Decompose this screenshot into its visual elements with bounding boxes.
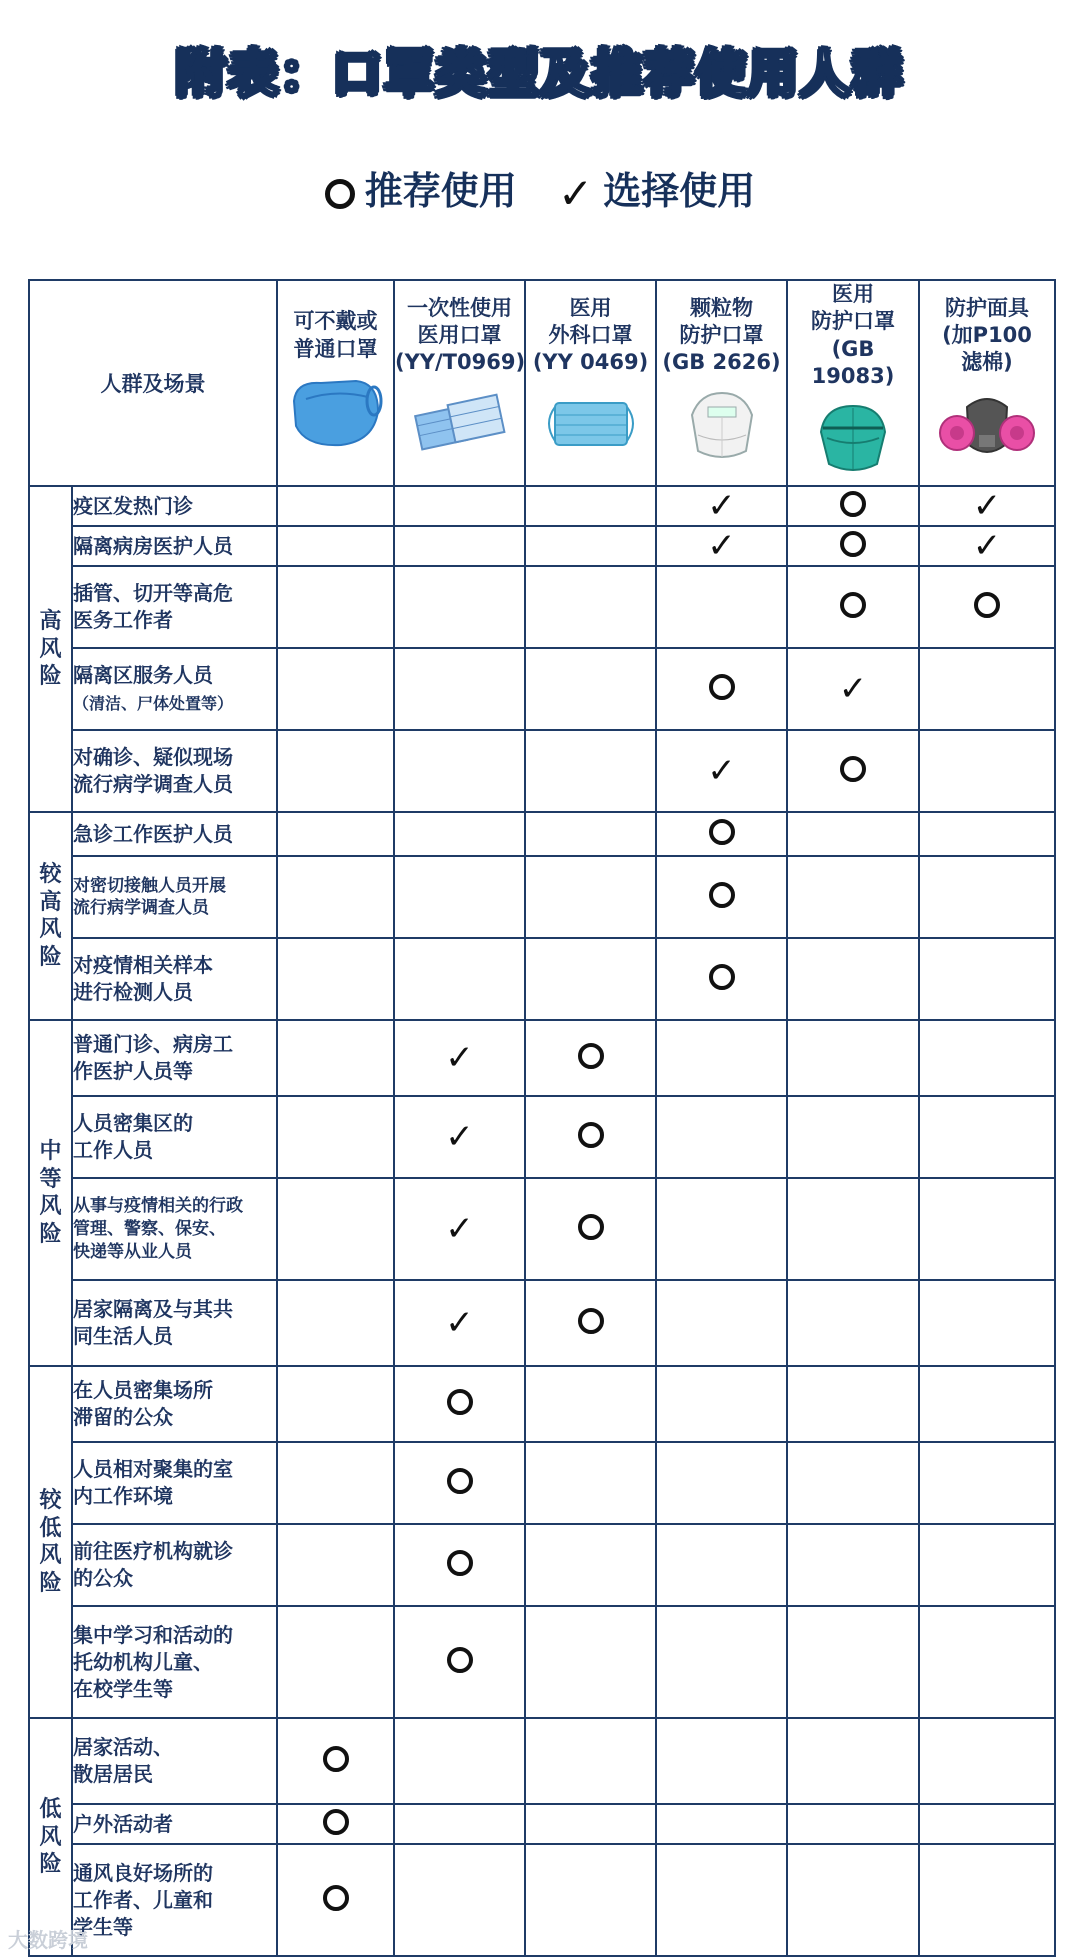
scene-label: 对密切接触人员开展 流行病学调查人员 bbox=[73, 875, 226, 919]
risk-level-text: 低风险 bbox=[39, 1797, 62, 1878]
risk-level-label bbox=[29, 1020, 72, 1366]
mark-cell-col-4 bbox=[656, 1606, 787, 1718]
table-row bbox=[29, 1280, 1055, 1366]
table-row bbox=[29, 1020, 1055, 1096]
mask-table bbox=[28, 279, 1056, 1957]
mark-cell-col-1 bbox=[277, 938, 394, 1020]
mark-cell-col-5 bbox=[787, 1524, 919, 1606]
disposable-mask-icon bbox=[395, 385, 524, 472]
mark-cell-col-6 bbox=[919, 812, 1055, 856]
mark-cell-col-5 bbox=[787, 1606, 919, 1718]
table-row bbox=[29, 938, 1055, 1020]
mark-cell-col-5 bbox=[787, 1280, 919, 1366]
mark-cell-col-3 bbox=[525, 1718, 656, 1804]
watermark: 大数跨境 bbox=[8, 1928, 88, 1952]
column-header-4 bbox=[656, 280, 787, 486]
risk-level-label bbox=[29, 1718, 72, 1956]
mark-cell-col-4 bbox=[656, 1524, 787, 1606]
recommended-circle-icon bbox=[447, 1468, 473, 1494]
scene-cell bbox=[72, 566, 277, 648]
optional-check-icon: ✓ bbox=[707, 486, 736, 527]
mark-cell-col-6 bbox=[919, 1366, 1055, 1442]
mark-cell-col-5 bbox=[787, 1844, 919, 1956]
scene-cell bbox=[72, 526, 277, 566]
legend bbox=[0, 160, 1080, 218]
mark-cell-col-4 bbox=[656, 730, 787, 812]
mark-cell-col-3 bbox=[525, 526, 656, 566]
scene-label: 居家活动、 散居居民 bbox=[73, 1735, 173, 1787]
recommended-circle-icon bbox=[709, 819, 735, 845]
gas-mask-icon bbox=[920, 385, 1054, 472]
scene-label: 前往医疗机构就诊 的公众 bbox=[73, 1539, 233, 1591]
mark-cell-col-2 bbox=[394, 1366, 525, 1442]
mark-cell-col-2 bbox=[394, 648, 525, 730]
column-header-5 bbox=[787, 280, 919, 486]
scene-label: 人员相对聚集的室 内工作环境 bbox=[73, 1457, 233, 1509]
mark-cell-col-4 bbox=[656, 1442, 787, 1524]
mark-cell-col-1 bbox=[277, 1804, 394, 1844]
mark-cell-col-2 bbox=[394, 1844, 525, 1956]
mark-cell-col-1 bbox=[277, 1280, 394, 1366]
mark-cell-col-6 bbox=[919, 1178, 1055, 1280]
risk-level-text: 高风险 bbox=[39, 609, 62, 690]
risk-level-text: 中等风险 bbox=[39, 1139, 62, 1247]
recommended-circle-icon bbox=[323, 1885, 349, 1911]
scene-cell bbox=[72, 1718, 277, 1804]
mark-cell-col-2 bbox=[394, 1096, 525, 1178]
recommended-circle-icon bbox=[578, 1122, 604, 1148]
mark-cell-col-2 bbox=[394, 526, 525, 566]
mark-cell-col-4 bbox=[656, 1804, 787, 1844]
mark-cell-col-4 bbox=[656, 1366, 787, 1442]
mark-cell-col-1 bbox=[277, 856, 394, 938]
scene-label: 普通门诊、病房工 作医护人员等 bbox=[73, 1032, 233, 1084]
risk-level-text: 较低风险 bbox=[39, 1488, 62, 1596]
mark-cell-col-3 bbox=[525, 812, 656, 856]
mark-cell-col-5 bbox=[787, 1020, 919, 1096]
scene-label: 在人员密集场所 滞留的公众 bbox=[73, 1378, 213, 1430]
mark-cell-col-1 bbox=[277, 1606, 394, 1718]
particulate-respirator-icon bbox=[657, 385, 786, 472]
scene-label: 人员密集区的 工作人员 bbox=[73, 1111, 193, 1163]
table-row bbox=[29, 1606, 1055, 1718]
scene-cell bbox=[72, 938, 277, 1020]
mark-cell-col-2 bbox=[394, 1606, 525, 1718]
scene-label: 集中学习和活动的 托幼机构儿童、 在校学生等 bbox=[73, 1622, 233, 1701]
scene-label: 对确诊、疑似现场 流行病学调查人员 bbox=[73, 745, 233, 797]
corner-header: 人群及场景 bbox=[29, 280, 277, 486]
mark-cell-col-6 bbox=[919, 1280, 1055, 1366]
header-row bbox=[29, 280, 1055, 486]
mark-cell-col-6 bbox=[919, 486, 1055, 526]
mark-cell-col-1 bbox=[277, 526, 394, 566]
scene-label: 居家隔离及与其共 同生活人员 bbox=[73, 1297, 233, 1349]
scene-label: 插管、切开等高危 医务工作者 bbox=[73, 581, 233, 633]
optional-check-icon: ✓ bbox=[707, 526, 736, 567]
mark-cell-col-4 bbox=[656, 856, 787, 938]
mark-cell-col-6 bbox=[919, 526, 1055, 566]
mark-cell-col-5 bbox=[787, 730, 919, 812]
column-header-label: 可不戴或 普通口罩 bbox=[293, 309, 378, 361]
mark-cell-col-3 bbox=[525, 486, 656, 526]
scene-cell bbox=[72, 1280, 277, 1366]
mark-cell-col-1 bbox=[277, 1844, 394, 1956]
mark-cell-col-5 bbox=[787, 526, 919, 566]
mark-cell-col-6 bbox=[919, 1442, 1055, 1524]
recommended-circle-icon bbox=[840, 592, 866, 618]
mark-cell-col-2 bbox=[394, 812, 525, 856]
table-row bbox=[29, 1178, 1055, 1280]
mark-cell-col-4 bbox=[656, 1020, 787, 1096]
scene-cell bbox=[72, 1366, 277, 1442]
column-header-label: 医用 防护口罩 (GB 19083) bbox=[811, 282, 895, 388]
column-header-label: 防护面具 (加P100 滤棉) bbox=[942, 295, 1032, 375]
mark-cell-col-6 bbox=[919, 1020, 1055, 1096]
mark-cell-col-4 bbox=[656, 1280, 787, 1366]
mark-cell-col-2 bbox=[394, 1804, 525, 1844]
scene-label: 隔离病房医护人员 bbox=[73, 533, 233, 558]
mark-cell-col-4 bbox=[656, 1178, 787, 1280]
scene-cell bbox=[72, 1178, 277, 1280]
mark-cell-col-4 bbox=[656, 566, 787, 648]
optional-check-icon: ✓ bbox=[445, 1117, 474, 1158]
mark-cell-col-2 bbox=[394, 1524, 525, 1606]
mark-cell-col-1 bbox=[277, 1020, 394, 1096]
mark-cell-col-5 bbox=[787, 486, 919, 526]
mark-cell-col-2 bbox=[394, 1020, 525, 1096]
mark-cell-col-5 bbox=[787, 812, 919, 856]
optional-check-icon: ✓ bbox=[707, 751, 736, 792]
recommended-circle-icon bbox=[323, 1746, 349, 1772]
scene-sublabel: （清洁、尸体处置等） bbox=[73, 694, 234, 714]
circle-icon bbox=[325, 179, 355, 209]
table-row bbox=[29, 1096, 1055, 1178]
scene-label: 对疫情相关样本 进行检测人员 bbox=[73, 953, 213, 1005]
scene-label: 从事与疫情相关的行政 管理、警察、保安、 快递等从业人员 bbox=[73, 1196, 243, 1262]
scene-label: 急诊工作医护人员 bbox=[73, 821, 233, 846]
optional-check-icon: ✓ bbox=[972, 526, 1002, 567]
mark-cell-col-3 bbox=[525, 566, 656, 648]
mark-cell-col-5 bbox=[787, 1718, 919, 1804]
mark-cell-col-6 bbox=[919, 730, 1055, 812]
mark-cell-col-4 bbox=[656, 1096, 787, 1178]
n95-medical-mask-icon bbox=[788, 398, 918, 485]
table-row bbox=[29, 526, 1055, 566]
legend-check-label: 选择使用 bbox=[603, 169, 756, 213]
legend-circle-label: 推荐使用 bbox=[364, 169, 517, 213]
mark-cell-col-3 bbox=[525, 1366, 656, 1442]
mark-cell-col-2 bbox=[394, 938, 525, 1020]
mark-cell-col-3 bbox=[525, 856, 656, 938]
page-title: 附表：口罩类型及推荐使用人群 bbox=[176, 45, 904, 103]
scene-label: 户外活动者 bbox=[73, 1811, 173, 1836]
title-wrap bbox=[0, 28, 1080, 112]
mark-cell-col-6 bbox=[919, 938, 1055, 1020]
recommended-circle-icon bbox=[578, 1214, 604, 1240]
table-row bbox=[29, 856, 1055, 938]
mark-cell-col-5 bbox=[787, 1442, 919, 1524]
scene-cell bbox=[72, 1606, 277, 1718]
mark-cell-col-1 bbox=[277, 1366, 394, 1442]
table-row bbox=[29, 1524, 1055, 1606]
mark-cell-col-3 bbox=[525, 938, 656, 1020]
column-header-3 bbox=[525, 280, 656, 486]
table-row bbox=[29, 730, 1055, 812]
mark-cell-col-5 bbox=[787, 1096, 919, 1178]
scene-label: 疫区发热门诊 bbox=[73, 493, 193, 518]
table-row bbox=[29, 812, 1055, 856]
recommended-circle-icon bbox=[447, 1647, 473, 1673]
mark-cell-col-3 bbox=[525, 1442, 656, 1524]
mark-cell-col-3 bbox=[525, 730, 656, 812]
mark-cell-col-2 bbox=[394, 856, 525, 938]
column-header-1 bbox=[277, 280, 394, 486]
mark-cell-col-6 bbox=[919, 1718, 1055, 1804]
column-header-label: 一次性使用 医用口罩 (YY/T0969) bbox=[395, 295, 526, 375]
column-header-label: 医用 外科口罩 (YY 0469) bbox=[532, 295, 649, 375]
mark-cell-col-3 bbox=[525, 1524, 656, 1606]
mark-cell-col-3 bbox=[525, 1280, 656, 1366]
mark-cell-col-1 bbox=[277, 1178, 394, 1280]
table-row bbox=[29, 1442, 1055, 1524]
mark-cell-col-3 bbox=[525, 1606, 656, 1718]
mark-cell-col-4 bbox=[656, 812, 787, 856]
scene-cell bbox=[72, 1096, 277, 1178]
scene-label: 隔离区服务人员 bbox=[73, 663, 213, 688]
mark-cell-col-1 bbox=[277, 1442, 394, 1524]
optional-check-icon: ✓ bbox=[838, 669, 868, 710]
scene-cell bbox=[72, 648, 277, 730]
scene-cell bbox=[72, 486, 277, 526]
mark-cell-col-1 bbox=[277, 1718, 394, 1804]
column-header-6 bbox=[919, 280, 1055, 486]
mark-cell-col-1 bbox=[277, 812, 394, 856]
recommended-circle-icon bbox=[709, 882, 735, 908]
mark-cell-col-3 bbox=[525, 1844, 656, 1956]
mark-cell-col-1 bbox=[277, 566, 394, 648]
risk-level-label bbox=[29, 1366, 72, 1718]
mark-cell-col-2 bbox=[394, 1178, 525, 1280]
mark-cell-col-6 bbox=[919, 1096, 1055, 1178]
scene-cell bbox=[72, 1804, 277, 1844]
plain-mask-icon bbox=[278, 371, 393, 458]
mark-cell-col-4 bbox=[656, 938, 787, 1020]
scene-cell bbox=[72, 856, 277, 938]
mark-cell-col-4 bbox=[656, 1844, 787, 1956]
table-row bbox=[29, 486, 1055, 526]
recommended-circle-icon bbox=[974, 592, 1000, 618]
mark-cell-col-1 bbox=[277, 730, 394, 812]
mark-cell-col-1 bbox=[277, 1524, 394, 1606]
mark-cell-col-4 bbox=[656, 648, 787, 730]
column-header-2 bbox=[394, 280, 525, 486]
recommended-circle-icon bbox=[709, 964, 735, 990]
mark-cell-col-5 bbox=[787, 648, 919, 730]
mark-cell-col-3 bbox=[525, 1096, 656, 1178]
mark-cell-col-1 bbox=[277, 486, 394, 526]
scene-cell bbox=[72, 1020, 277, 1096]
scene-cell bbox=[72, 1442, 277, 1524]
recommended-circle-icon bbox=[840, 756, 866, 782]
scene-cell bbox=[72, 1524, 277, 1606]
mark-cell-col-3 bbox=[525, 648, 656, 730]
mark-cell-col-3 bbox=[525, 1178, 656, 1280]
risk-level-label bbox=[29, 812, 72, 1020]
scene-cell bbox=[72, 730, 277, 812]
mark-cell-col-2 bbox=[394, 486, 525, 526]
recommended-circle-icon bbox=[709, 674, 735, 700]
mark-cell-col-3 bbox=[525, 1020, 656, 1096]
optional-check-icon: ✓ bbox=[972, 486, 1002, 527]
mark-cell-col-2 bbox=[394, 566, 525, 648]
table-row bbox=[29, 1844, 1055, 1956]
mark-cell-col-2 bbox=[394, 1442, 525, 1524]
table-row bbox=[29, 648, 1055, 730]
mark-cell-col-6 bbox=[919, 1524, 1055, 1606]
mark-cell-col-1 bbox=[277, 1096, 394, 1178]
legend-recommended bbox=[325, 160, 517, 215]
scene-label: 通风良好场所的 工作者、儿童和 学生等 bbox=[73, 1860, 213, 1939]
risk-level-label bbox=[29, 486, 72, 812]
optional-check-icon: ✓ bbox=[445, 1209, 474, 1250]
mark-cell-col-6 bbox=[919, 1606, 1055, 1718]
scene-cell bbox=[72, 1844, 277, 1956]
table-row bbox=[29, 1804, 1055, 1844]
mark-cell-col-4 bbox=[656, 486, 787, 526]
mark-cell-col-6 bbox=[919, 856, 1055, 938]
mark-cell-col-6 bbox=[919, 648, 1055, 730]
mark-cell-col-6 bbox=[919, 566, 1055, 648]
mark-cell-col-5 bbox=[787, 1804, 919, 1844]
mark-cell-col-5 bbox=[787, 856, 919, 938]
table-row bbox=[29, 1718, 1055, 1804]
recommended-circle-icon bbox=[578, 1308, 604, 1334]
scene-cell bbox=[72, 812, 277, 856]
surgical-mask-icon bbox=[526, 385, 655, 472]
mark-cell-col-3 bbox=[525, 1804, 656, 1844]
mark-cell-col-1 bbox=[277, 648, 394, 730]
recommended-circle-icon bbox=[323, 1809, 349, 1835]
mark-cell-col-5 bbox=[787, 938, 919, 1020]
mark-cell-col-2 bbox=[394, 1280, 525, 1366]
legend-optional bbox=[558, 160, 756, 218]
mark-cell-col-5 bbox=[787, 566, 919, 648]
optional-check-icon: ✓ bbox=[445, 1303, 474, 1344]
column-header-label: 颗粒物 防护口罩 (GB 2626) bbox=[662, 295, 781, 375]
recommended-circle-icon bbox=[447, 1389, 473, 1415]
mark-cell-col-2 bbox=[394, 1718, 525, 1804]
mark-cell-col-5 bbox=[787, 1178, 919, 1280]
mark-cell-col-5 bbox=[787, 1366, 919, 1442]
recommended-circle-icon bbox=[578, 1043, 604, 1069]
mark-cell-col-4 bbox=[656, 526, 787, 566]
check-icon: ✓ bbox=[558, 168, 594, 218]
risk-level-text: 较高风险 bbox=[39, 862, 62, 970]
recommended-circle-icon bbox=[840, 491, 866, 517]
recommended-circle-icon bbox=[447, 1550, 473, 1576]
table-row bbox=[29, 566, 1055, 648]
mark-cell-col-4 bbox=[656, 1718, 787, 1804]
recommended-circle-icon bbox=[840, 531, 866, 557]
optional-check-icon: ✓ bbox=[445, 1038, 474, 1079]
mark-cell-col-6 bbox=[919, 1804, 1055, 1844]
mark-cell-col-6 bbox=[919, 1844, 1055, 1956]
mark-cell-col-2 bbox=[394, 730, 525, 812]
table-row bbox=[29, 1366, 1055, 1442]
